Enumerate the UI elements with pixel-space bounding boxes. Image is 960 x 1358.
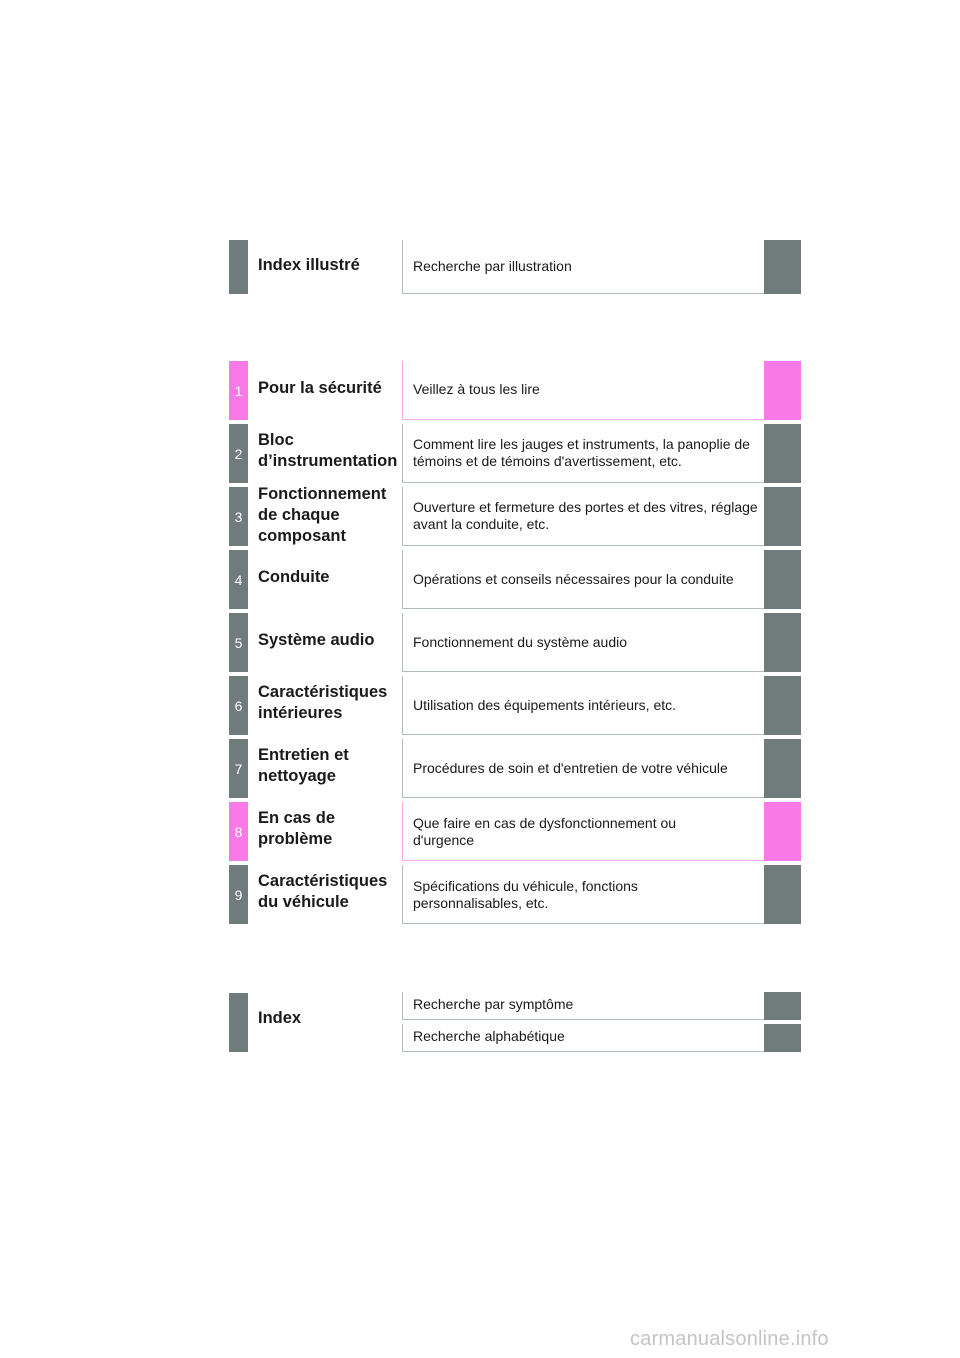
chapter-description-box: [402, 361, 764, 420]
chapter-row-2[interactable]: [229, 424, 801, 483]
chapter-description: Utilisation des équipements intérieurs, etc.: [413, 697, 677, 713]
chapter-row-4[interactable]: [229, 550, 801, 609]
chapter-title: Caractéristiques du véhicule: [258, 872, 388, 911]
chapter-description: Procédures de soin et d'entretien de votre véhicule: [413, 760, 728, 776]
chapter-description: Veillez à tous les lire: [413, 381, 540, 397]
chapter-description-box: [402, 865, 764, 924]
index-link-symptom[interactable]: [402, 992, 764, 1020]
section-tab: [229, 240, 248, 294]
chapter-row-5[interactable]: [229, 613, 801, 672]
chapter-title: Bloc d’instrumentation: [258, 431, 398, 470]
chapter-thumb-tab[interactable]: [764, 739, 801, 798]
chapter-number: 7: [229, 739, 248, 798]
section-thumb-tab[interactable]: [764, 240, 801, 294]
chapter-title: Entretien et nettoyage: [258, 746, 349, 785]
chapter-description: Que faire en cas de dysfonctionnement ou d'urgence: [413, 815, 677, 848]
chapter-description-box: [402, 802, 764, 861]
watermark-text: carmanualsonline.info: [630, 1328, 829, 1350]
chapter-description: Opérations et conseils nécessaires pour la conduite: [413, 571, 734, 587]
chapter-thumb-tab[interactable]: [764, 361, 801, 420]
chapter-number: 5: [229, 613, 248, 672]
chapter-description: Spécifications du véhicule, fonctions personnalisables, etc.: [413, 878, 638, 911]
section-description: Recherche par illustration: [413, 258, 572, 274]
chapter-row-8[interactable]: [229, 802, 801, 861]
chapter-number: 3: [229, 487, 248, 546]
chapter-number: 8: [229, 802, 248, 861]
index-link-label: Recherche alphabétique: [413, 1028, 565, 1044]
chapter-thumb-tab[interactable]: [764, 613, 801, 672]
chapter-description-box: [402, 424, 764, 483]
chapter-thumb-tab[interactable]: [764, 802, 801, 861]
chapter-title: Pour la sécurité: [258, 379, 382, 397]
chapter-thumb-tab[interactable]: [764, 550, 801, 609]
chapter-number: 9: [229, 865, 248, 924]
section-description-box: [402, 240, 764, 294]
chapter-description: Comment lire les jauges et instruments, la panoplie de témoins et de témoins d'avertissement, etc.: [413, 436, 750, 469]
index-section-title: Index: [258, 1009, 302, 1027]
chapter-title: Caractéristiques intérieures: [258, 683, 388, 722]
chapter-number: 1: [229, 361, 248, 420]
chapter-thumb-tab[interactable]: [764, 424, 801, 483]
chapter-title: Fonctionnement de chaque composant: [258, 485, 387, 545]
chapter-number: 6: [229, 676, 248, 735]
index-thumb-tab-symptom[interactable]: [764, 992, 801, 1020]
illustrated-index-row[interactable]: [229, 240, 801, 294]
chapter-row-1[interactable]: [229, 361, 801, 420]
chapter-number: 2: [229, 424, 248, 483]
chapter-description-box: [402, 739, 764, 798]
chapter-description: Ouverture et fermeture des portes et des vitres, réglage avant la conduite, etc.: [413, 499, 758, 532]
section-title: Index illustré: [258, 256, 360, 274]
chapter-description-box: [402, 613, 764, 672]
index-section-tab: [229, 993, 248, 1052]
chapter-number: 4: [229, 550, 248, 609]
chapter-description-box: [402, 487, 764, 546]
chapter-thumb-tab[interactable]: [764, 676, 801, 735]
index-thumb-tab-alphabetical[interactable]: [764, 1024, 801, 1052]
chapter-thumb-tab[interactable]: [764, 865, 801, 924]
chapter-thumb-tab[interactable]: [764, 487, 801, 546]
chapter-row-9[interactable]: [229, 865, 801, 924]
chapter-title: En cas de problème: [258, 809, 336, 848]
chapter-title: Conduite: [258, 568, 330, 586]
chapter-description-box: [402, 676, 764, 735]
index-link-alphabetical[interactable]: [402, 1024, 764, 1052]
index-link-label: Recherche par symptôme: [413, 996, 574, 1012]
chapter-row-6[interactable]: [229, 676, 801, 735]
chapter-row-3[interactable]: [229, 487, 801, 546]
chapter-row-7[interactable]: [229, 739, 801, 798]
chapter-description-box: [402, 550, 764, 609]
chapter-description: Fonctionnement du système audio: [413, 634, 628, 650]
chapter-title: Système audio: [258, 631, 375, 649]
